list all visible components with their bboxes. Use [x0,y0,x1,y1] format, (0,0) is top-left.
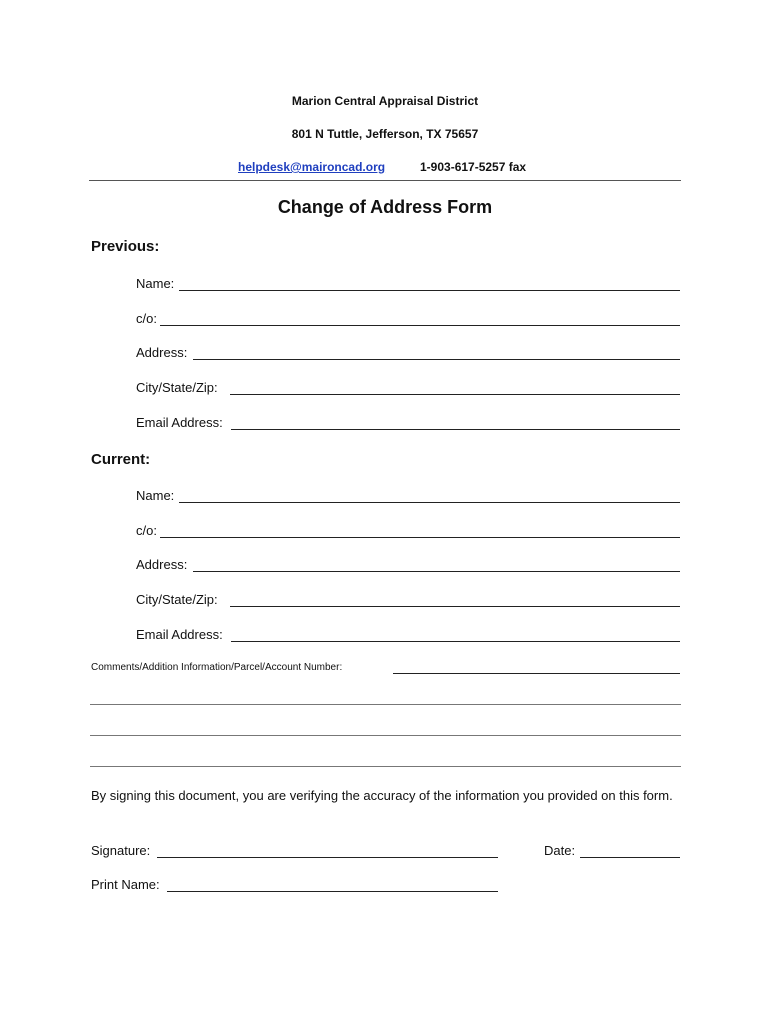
email-link[interactable]: helpdesk@maironcad.org [238,160,386,174]
comments-field[interactable] [393,673,680,674]
current-address-field[interactable] [193,571,680,572]
verification-text: By signing this document, you are verifying the accuracy of the information you provided on this form. [91,788,673,803]
form-title: Change of Address Form [277,197,493,217]
print-name-label: Print Name: [91,877,160,892]
date-label: Date: [544,843,576,858]
org-name: Marion Central Appraisal District [291,94,479,108]
current-name-label: Name: [136,488,175,503]
current-address-label: Address: [136,557,188,572]
signature-field[interactable] [157,857,498,858]
previous-city-field[interactable] [230,394,680,395]
previous-address-label: Address: [136,345,188,360]
previous-name-label: Name: [136,276,175,291]
previous-name-field[interactable] [179,290,680,291]
current-email-field[interactable] [231,641,680,642]
fax-number: 1-903-617-5257 fax [420,160,527,174]
print-name-field[interactable] [167,891,498,892]
org-address: 801 N Tuttle, Jefferson, TX 75657 [291,127,479,141]
previous-email-field[interactable] [231,429,680,430]
header-divider [89,180,681,181]
comments-line-2[interactable] [90,704,681,705]
signature-label: Signature: [91,843,151,858]
previous-co-field[interactable] [160,325,680,326]
current-email-label: Email Address: [136,627,223,642]
current-co-field[interactable] [160,537,680,538]
previous-heading: Previous: [91,238,160,255]
current-city-label: City/State/Zip: [136,592,218,607]
comments-label: Comments/Addition Information/Parcel/Account Number: [91,662,343,673]
previous-co-label: c/o: [136,311,157,326]
previous-email-label: Email Address: [136,415,223,430]
previous-city-label: City/State/Zip: [136,380,218,395]
current-name-field[interactable] [179,502,680,503]
current-city-field[interactable] [230,606,680,607]
current-heading: Current: [91,451,151,468]
previous-address-field[interactable] [193,359,680,360]
current-co-label: c/o: [136,523,157,538]
comments-line-4[interactable] [90,766,681,767]
comments-line-3[interactable] [90,735,681,736]
date-field[interactable] [580,857,680,858]
